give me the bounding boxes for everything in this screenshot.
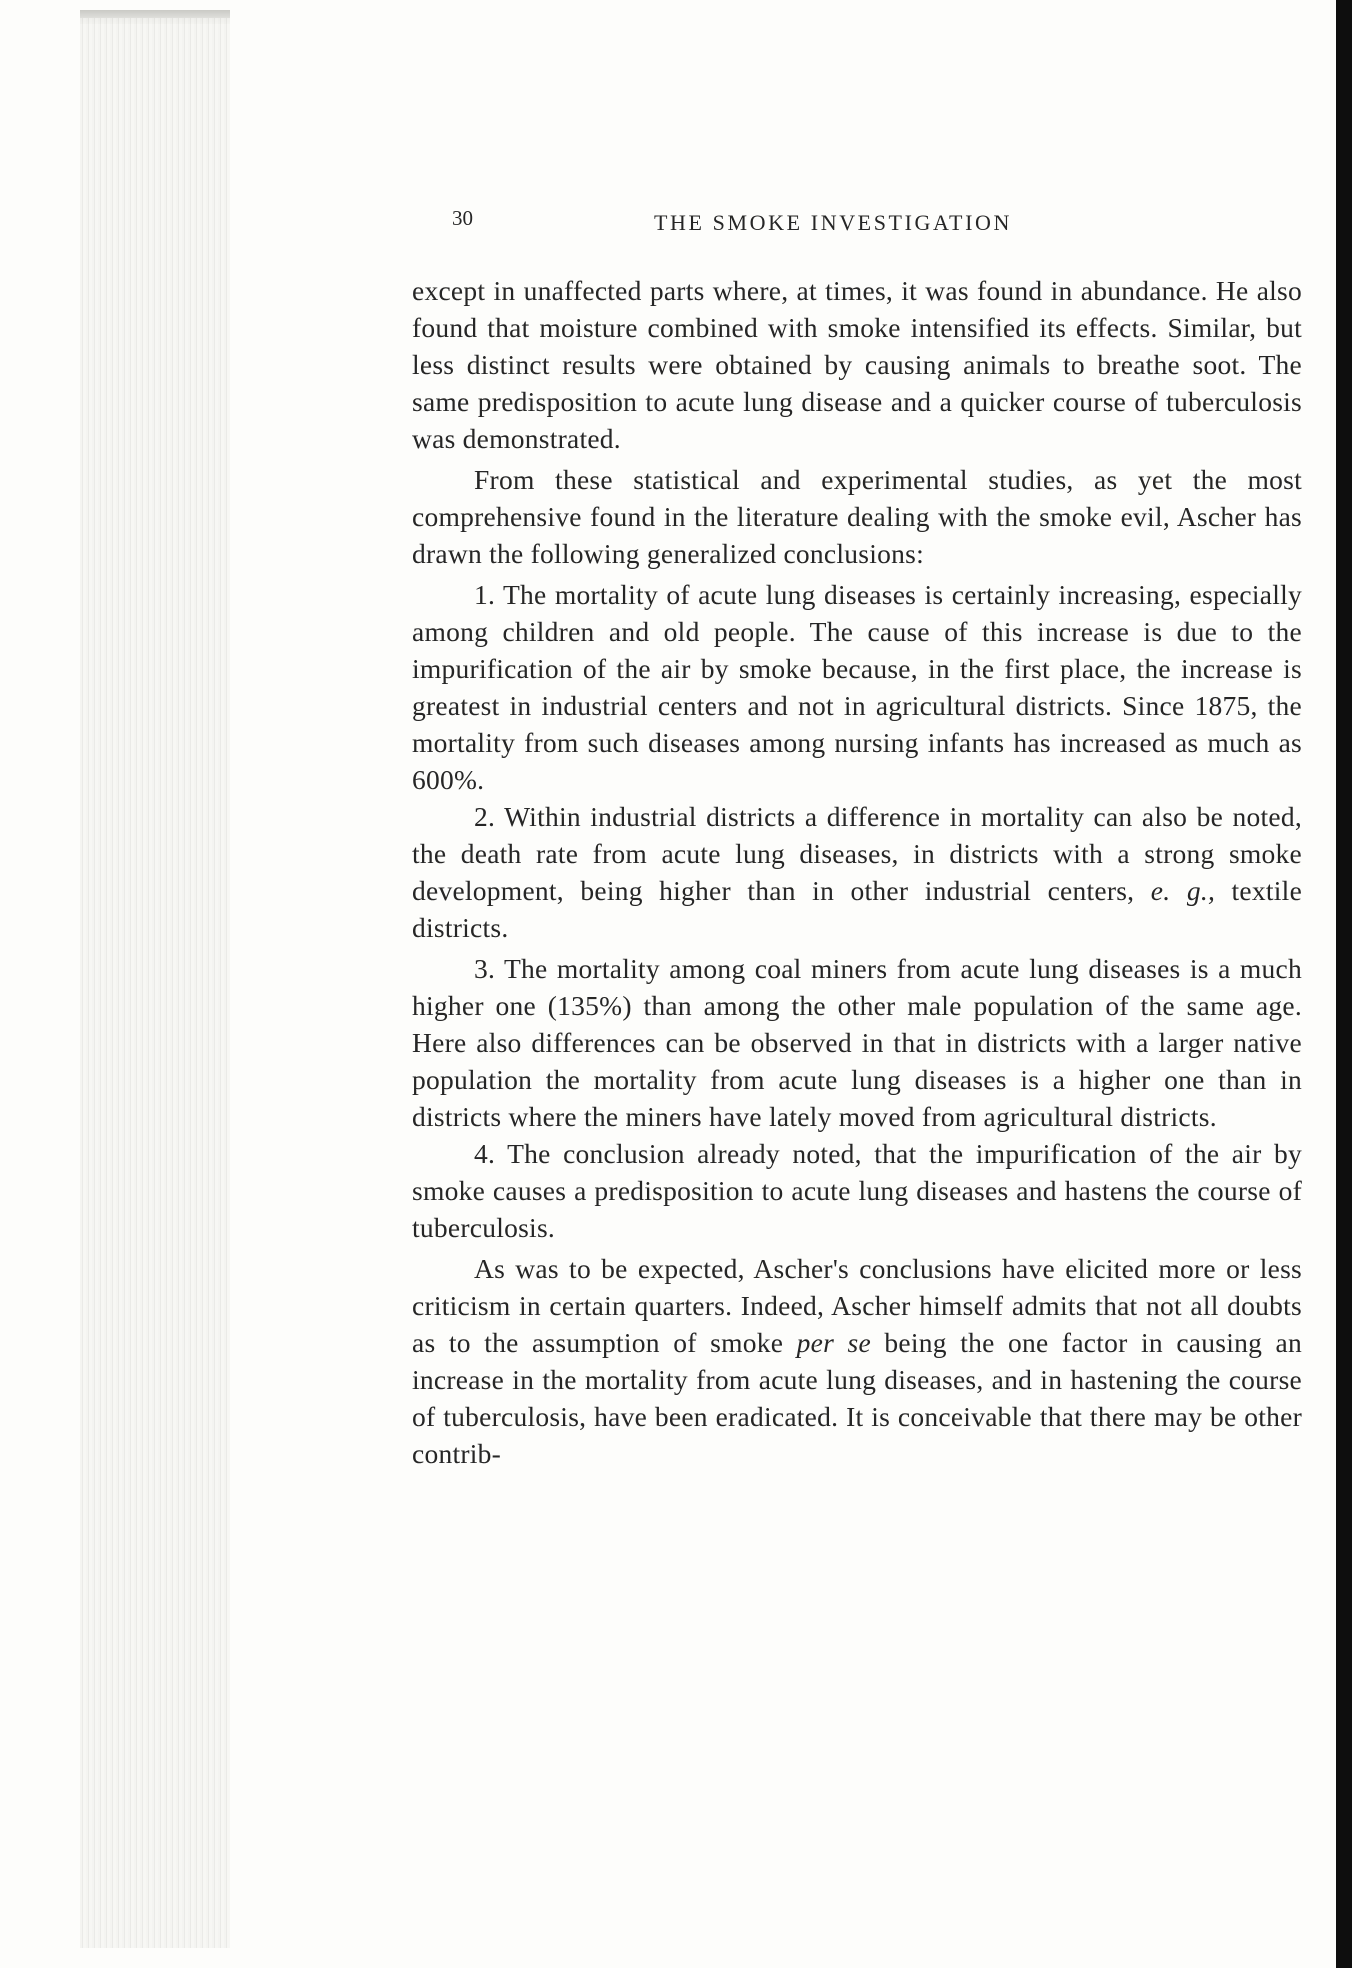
body-text xyxy=(412,272,1302,1472)
book-page xyxy=(412,198,1302,1472)
scan-right-border xyxy=(1336,0,1352,1968)
conclusion-item-3: 3. The mortality among coal miners from acute lung diseases is a much higher one (135%) than among the other male population of the same age. Here also differences can be observed in that in districts with a larger native population the mortality from acute lung diseases is a higher one than in districts where the miners have lately moved from agricultural districts. xyxy=(412,953,1302,1132)
running-head xyxy=(412,198,1302,244)
conclusion-item-1: 1. The mortality of acute lung diseases is certainly increasing, especially among children and old people. The cause of this increase is due to the impurification of the air by smoke because, in the first place, the increase is greatest in industrial centers and not in agricultural districts. Since 1875, the mortality from such diseases among nursing infants has increased as much as 600%. xyxy=(412,579,1302,795)
paragraph-criticism-italic: per se xyxy=(796,1327,871,1358)
conclusion-item-2-italic: e. g., xyxy=(1150,875,1216,906)
conclusion-item-4: 4. The conclusion already noted, that the impurification of the air by smoke causes a predisposition to acute lung diseases and hastens the course of tuberculosis. xyxy=(412,1138,1302,1243)
page-number: 30 xyxy=(452,206,473,230)
running-title: THE SMOKE INVESTIGATION xyxy=(654,210,1012,235)
paragraph-conclusions-intro: From these statistical and experimental studies, as yet the most comprehensive found in the literature dealing with the smoke evil, Ascher has drawn the following generalized conclusions: xyxy=(412,464,1302,569)
conclusion-item-2-text: 2. Within industrial districts a difference in mortality can also be noted, the death rate from acute lung diseases, in districts with a strong smoke development, being higher than in other industrial centers, xyxy=(412,801,1302,906)
paragraph-continuation: except in unaffected parts where, at times, it was found in abundance. He also found that moisture combined with smoke intensified its effects. Similar, but less distinct results were obtained by causing animals to breathe soot. The same predisposition to acute lung disease and a quicker course of tuberculosis was demonstrated. xyxy=(412,275,1302,454)
paragraph-criticism xyxy=(412,1250,1302,1472)
paragraph-criticism-end: being the one factor in causing an increase in the mortality from acute lung diseases, and in hastening the course of tuberculosis, have been eradicated. It is conceivable that there may be other contrib- xyxy=(412,1327,1303,1469)
conclusion-item-2-end: textile districts. xyxy=(412,875,1303,943)
paragraph-criticism-text: As was to be expected, Ascher's conclusions have elicited more or less criticism in certain quarters. Indeed, Ascher himself admits that not all doubts as to the assumption of smoke xyxy=(412,1253,1302,1358)
conclusion-item-2 xyxy=(412,798,1302,946)
page-stack-edge xyxy=(80,18,230,1948)
